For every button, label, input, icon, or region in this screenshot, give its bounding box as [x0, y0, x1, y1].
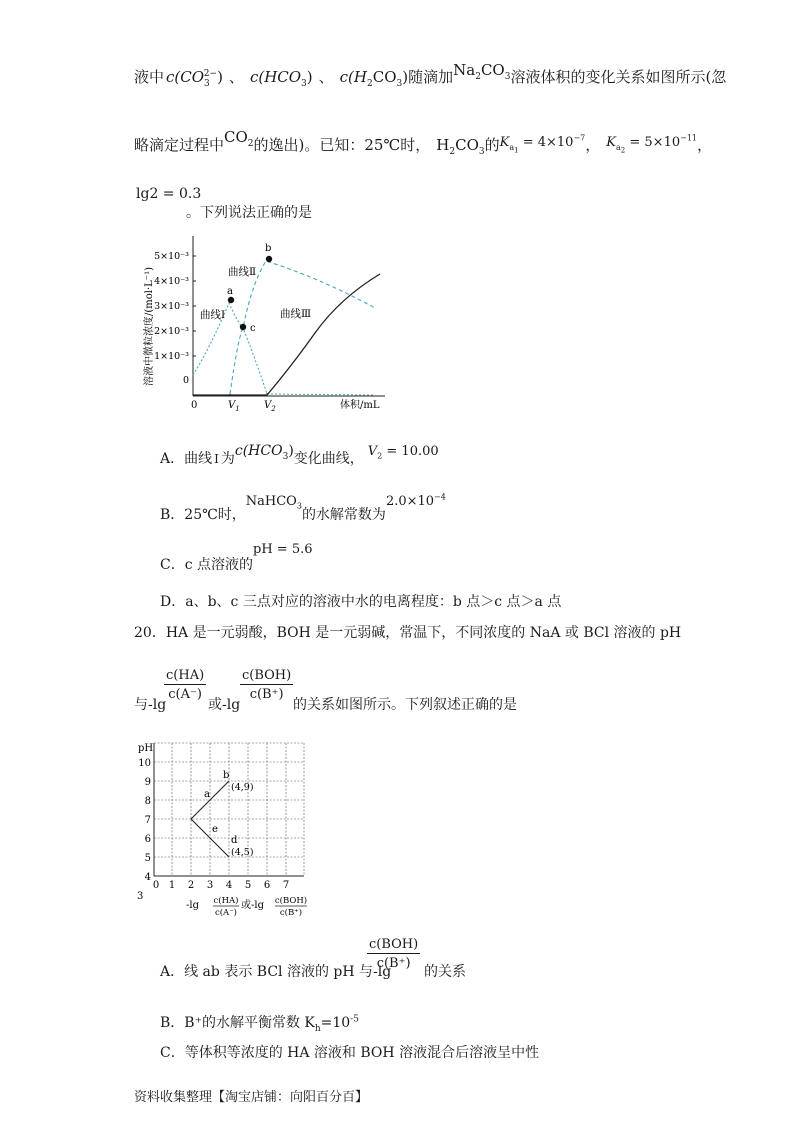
formula-ph: pH = 5.6 [253, 542, 313, 557]
formula-sup: −7 [573, 133, 586, 143]
separator: ， [697, 136, 713, 154]
x-tick-label: 0 [152, 880, 160, 891]
x-axis-label-a: -lg [186, 900, 199, 911]
page-footer: 资料收集整理【淘宝店铺：向阳百分百】 [134, 1090, 369, 1105]
y-tick-label: 3 [137, 891, 144, 902]
option-text: Ⅰ [214, 452, 219, 466]
q20-stem-line2-a: 与-lg [134, 697, 167, 713]
formula-sub: 3 [504, 72, 511, 82]
formula-sub-text: a [509, 142, 515, 152]
x-ticks [153, 880, 289, 891]
option-text: 的水解常数为 [301, 507, 386, 523]
label-d: d [231, 835, 238, 846]
x-tick-v2-text: V [264, 400, 272, 411]
formula-text: NaHCO [245, 494, 297, 509]
formula-text: = 10.00 [382, 444, 439, 459]
label-d-coord: (4,5) [231, 847, 254, 858]
point-a [228, 297, 234, 303]
formula-sub [509, 142, 519, 155]
q19-line1 [134, 61, 727, 89]
x-tick-v1-sub: 1 [235, 405, 240, 413]
formula-text: = 4×10 [518, 135, 574, 150]
x-tick-v1-text: V [228, 400, 236, 411]
text-segment: 溶液体积的变化关系如图所示(忽 [510, 68, 727, 86]
formula-sub: 2 [475, 72, 481, 82]
y-tick-label: 4 [144, 872, 151, 883]
formula-sub: 2 [247, 139, 254, 149]
q19-option-b [160, 490, 446, 523]
y-tick-label: 1×10⁻³ [154, 351, 189, 362]
option-text: C．c 点溶液的 [160, 557, 254, 573]
formula-c-hco3 [249, 68, 313, 89]
formula-sub: 3 [282, 451, 289, 462]
y-tick-label: 5×10⁻³ [154, 251, 189, 262]
grid [154, 743, 304, 876]
x-axis-label-frac2-num: c(BOH) [274, 896, 308, 906]
x-tick-v1 [228, 400, 240, 413]
q19-line3-formula: lg2 = 0.3 [136, 186, 202, 202]
separator: ， [585, 136, 601, 154]
separator: 、 [228, 68, 244, 86]
formula-text: K [499, 135, 510, 150]
label-b-coord: (4,9) [231, 782, 254, 793]
q20-option-a-text: A．线 ab 表示 BCl 溶液的 pH 与-lg [160, 964, 392, 980]
label-curve-3: 曲线Ⅲ [280, 308, 312, 320]
x-axis-label-b: 或-lg [241, 900, 264, 911]
x-tick-v2-sub: 2 [271, 405, 276, 413]
formula-v2 [368, 444, 439, 459]
formula-co2 [224, 128, 254, 149]
separator: 、 [318, 68, 334, 86]
label-b: b [265, 243, 272, 254]
text-segment: 液中 [134, 68, 165, 86]
x-tick-v2 [264, 400, 276, 413]
option-text: 为 [220, 451, 235, 467]
formula-close: ) [217, 68, 223, 86]
formula-text: =10 [320, 1015, 351, 1031]
x-axis-label-frac2-den: c(B⁺) [279, 908, 303, 918]
point-b [266, 256, 272, 262]
formula-sub: 3 [296, 501, 302, 511]
y-tick-label: 3×10⁻³ [154, 301, 189, 312]
formula-text: CO [224, 128, 248, 146]
option-text: 变化曲线， [293, 451, 364, 467]
formula-ka1 [499, 133, 586, 155]
curve-1-tail [267, 394, 375, 395]
x-tick-label: 7 [282, 880, 290, 891]
x-axis-label-frac1-den: c(A⁻) [214, 908, 238, 918]
formula-text: 2.0×10 [385, 494, 435, 509]
formula-na2co3 [453, 61, 511, 82]
formula-c-hco3 [234, 443, 294, 462]
formula-text: CO [455, 136, 479, 154]
curve-3 [193, 274, 380, 395]
formula-text: CO [372, 68, 397, 86]
formula-subsub: 1 [514, 146, 519, 155]
y-tick-label: 2×10⁻³ [154, 326, 189, 337]
y-tick-label: 9 [144, 777, 151, 788]
formula-nahco3 [246, 494, 302, 509]
q20-stem-frac1 [164, 668, 206, 702]
label-a: a [227, 286, 233, 297]
text-segment: 随滴加 [408, 68, 454, 86]
formula-sub [616, 142, 626, 155]
x-tick-label: 5 [244, 880, 252, 891]
formula-text: H [436, 136, 450, 154]
frac-numerator: c(HA) [166, 668, 205, 683]
q20-stem-line2-b: 或-lg [208, 697, 241, 713]
formula-text: = 5×10 [625, 135, 681, 150]
x-axis-label-frac1-num: c(HA) [213, 896, 239, 906]
formula-sub: 2 [377, 451, 383, 461]
q19-line3-text: 。下列说法正确的是 [186, 205, 312, 221]
label-curve-2: 曲线Ⅱ [228, 266, 257, 278]
formula-sub: 3 [301, 79, 307, 89]
q20-option-c: C．等体积等浓度的 HA 溶液和 BOH 溶液混合后溶液呈中性 [160, 1045, 540, 1061]
x-tick-label: 0 [191, 400, 198, 411]
formula-text: c(HCO [234, 443, 283, 459]
label-curve-1: 曲线Ⅰ [200, 309, 226, 321]
q20-chart [134, 738, 334, 920]
formula-ka2 [606, 133, 698, 155]
x-axis-label: 体积/mL [340, 400, 380, 411]
formula-sub: 2 [449, 147, 456, 157]
formula-text: CO [480, 61, 505, 79]
y-tick-label: 8 [144, 796, 151, 807]
text-segment: 略滴定过程中 [134, 136, 225, 154]
text-segment: 的 [484, 136, 500, 154]
y-ticks [137, 758, 151, 902]
point-c [240, 324, 246, 330]
x-tick-label: 2 [187, 880, 195, 891]
option-text: B．B⁺的水解平衡常数 K [160, 1015, 315, 1031]
formula-subsub: 2 [620, 146, 626, 155]
formula-c-h2co3 [339, 68, 409, 89]
q19-option-c [160, 538, 313, 573]
y-ticks [154, 251, 196, 386]
frac-denominator: c(B⁺) [249, 687, 284, 702]
y-axis-label: pH [138, 743, 154, 754]
formula-text: c(CO [166, 68, 205, 86]
q20-option-b [160, 1012, 359, 1034]
formula-sub: 2 [367, 79, 373, 89]
q20-stem-frac2 [240, 668, 293, 702]
x-tick-label: 1 [168, 880, 176, 891]
x-tick-label: 3 [206, 880, 214, 891]
frac-numerator: c(BOH) [369, 937, 419, 952]
y-tick-label: 4×10⁻³ [154, 276, 189, 287]
y-tick-label: 0 [182, 375, 189, 386]
formula-sub-text: a [616, 142, 621, 152]
formula-close: ) [402, 68, 409, 86]
q19-chart [130, 228, 400, 418]
y-tick-label: 5 [144, 853, 151, 864]
formula-sup: 2− [203, 69, 218, 79]
formula-sup: -5 [350, 1014, 359, 1025]
y-tick-label: 7 [144, 815, 151, 826]
option-text: A．曲线 [160, 451, 213, 467]
x-tick-label: 6 [263, 880, 271, 891]
label-b: b [223, 770, 230, 781]
formula-sup: −11 [680, 133, 698, 143]
formula-sub: 3 [396, 79, 403, 89]
formula-kh [386, 494, 446, 509]
frac-numerator: c(BOH) [242, 668, 292, 683]
option-text: B．25℃时， [160, 507, 246, 523]
frac-denominator: c(B⁺) [376, 956, 411, 971]
q19-option-a [160, 440, 439, 467]
label-e: e [212, 824, 218, 835]
formula-text: V [367, 444, 378, 459]
formula-close: ) [306, 68, 313, 86]
x-tick-label: 4 [225, 880, 233, 891]
frac-denominator: c(A⁻) [168, 687, 202, 702]
q20-stem-line2-c: 的关系如图所示。下列叙述正确的是 [293, 697, 517, 713]
q19-line2 [134, 128, 713, 158]
formula-text: K [606, 135, 616, 150]
label-a: a [204, 789, 210, 800]
label-c: c [250, 323, 256, 334]
formula-close: ) [288, 443, 294, 459]
q20-option-a-frac [367, 937, 420, 971]
formula-sub: 3 [204, 79, 210, 89]
formula-text: c(HCO [249, 68, 302, 86]
text-segment: 的逸出)。已知：25℃时， [253, 136, 431, 154]
y-tick-label: 10 [138, 758, 151, 769]
y-axis-label: 溶液中微粒浓度/(mol·L⁻¹) [144, 267, 155, 386]
formula-sub: h [314, 1023, 321, 1034]
y-tick-label: 6 [144, 834, 151, 845]
formula-sup: −4 [434, 492, 446, 502]
formula-h2co3 [436, 136, 485, 157]
formula-c-co3 [166, 68, 223, 89]
q19-option-d: D．a、b、c 三点对应的溶液中水的电离程度：b 点＞c 点＞a 点 [160, 594, 562, 610]
q20-stem-line1: 20．HA 是一元弱酸，BOH 是一元弱碱，常温下，不同浓度的 NaA 或 BCl 溶液的 pH [134, 625, 682, 641]
formula-sub: 3 [478, 147, 485, 157]
formula-text: Na [453, 61, 476, 79]
q20-option-a-end: 的关系 [424, 964, 466, 980]
formula-text: c(H [339, 68, 367, 86]
